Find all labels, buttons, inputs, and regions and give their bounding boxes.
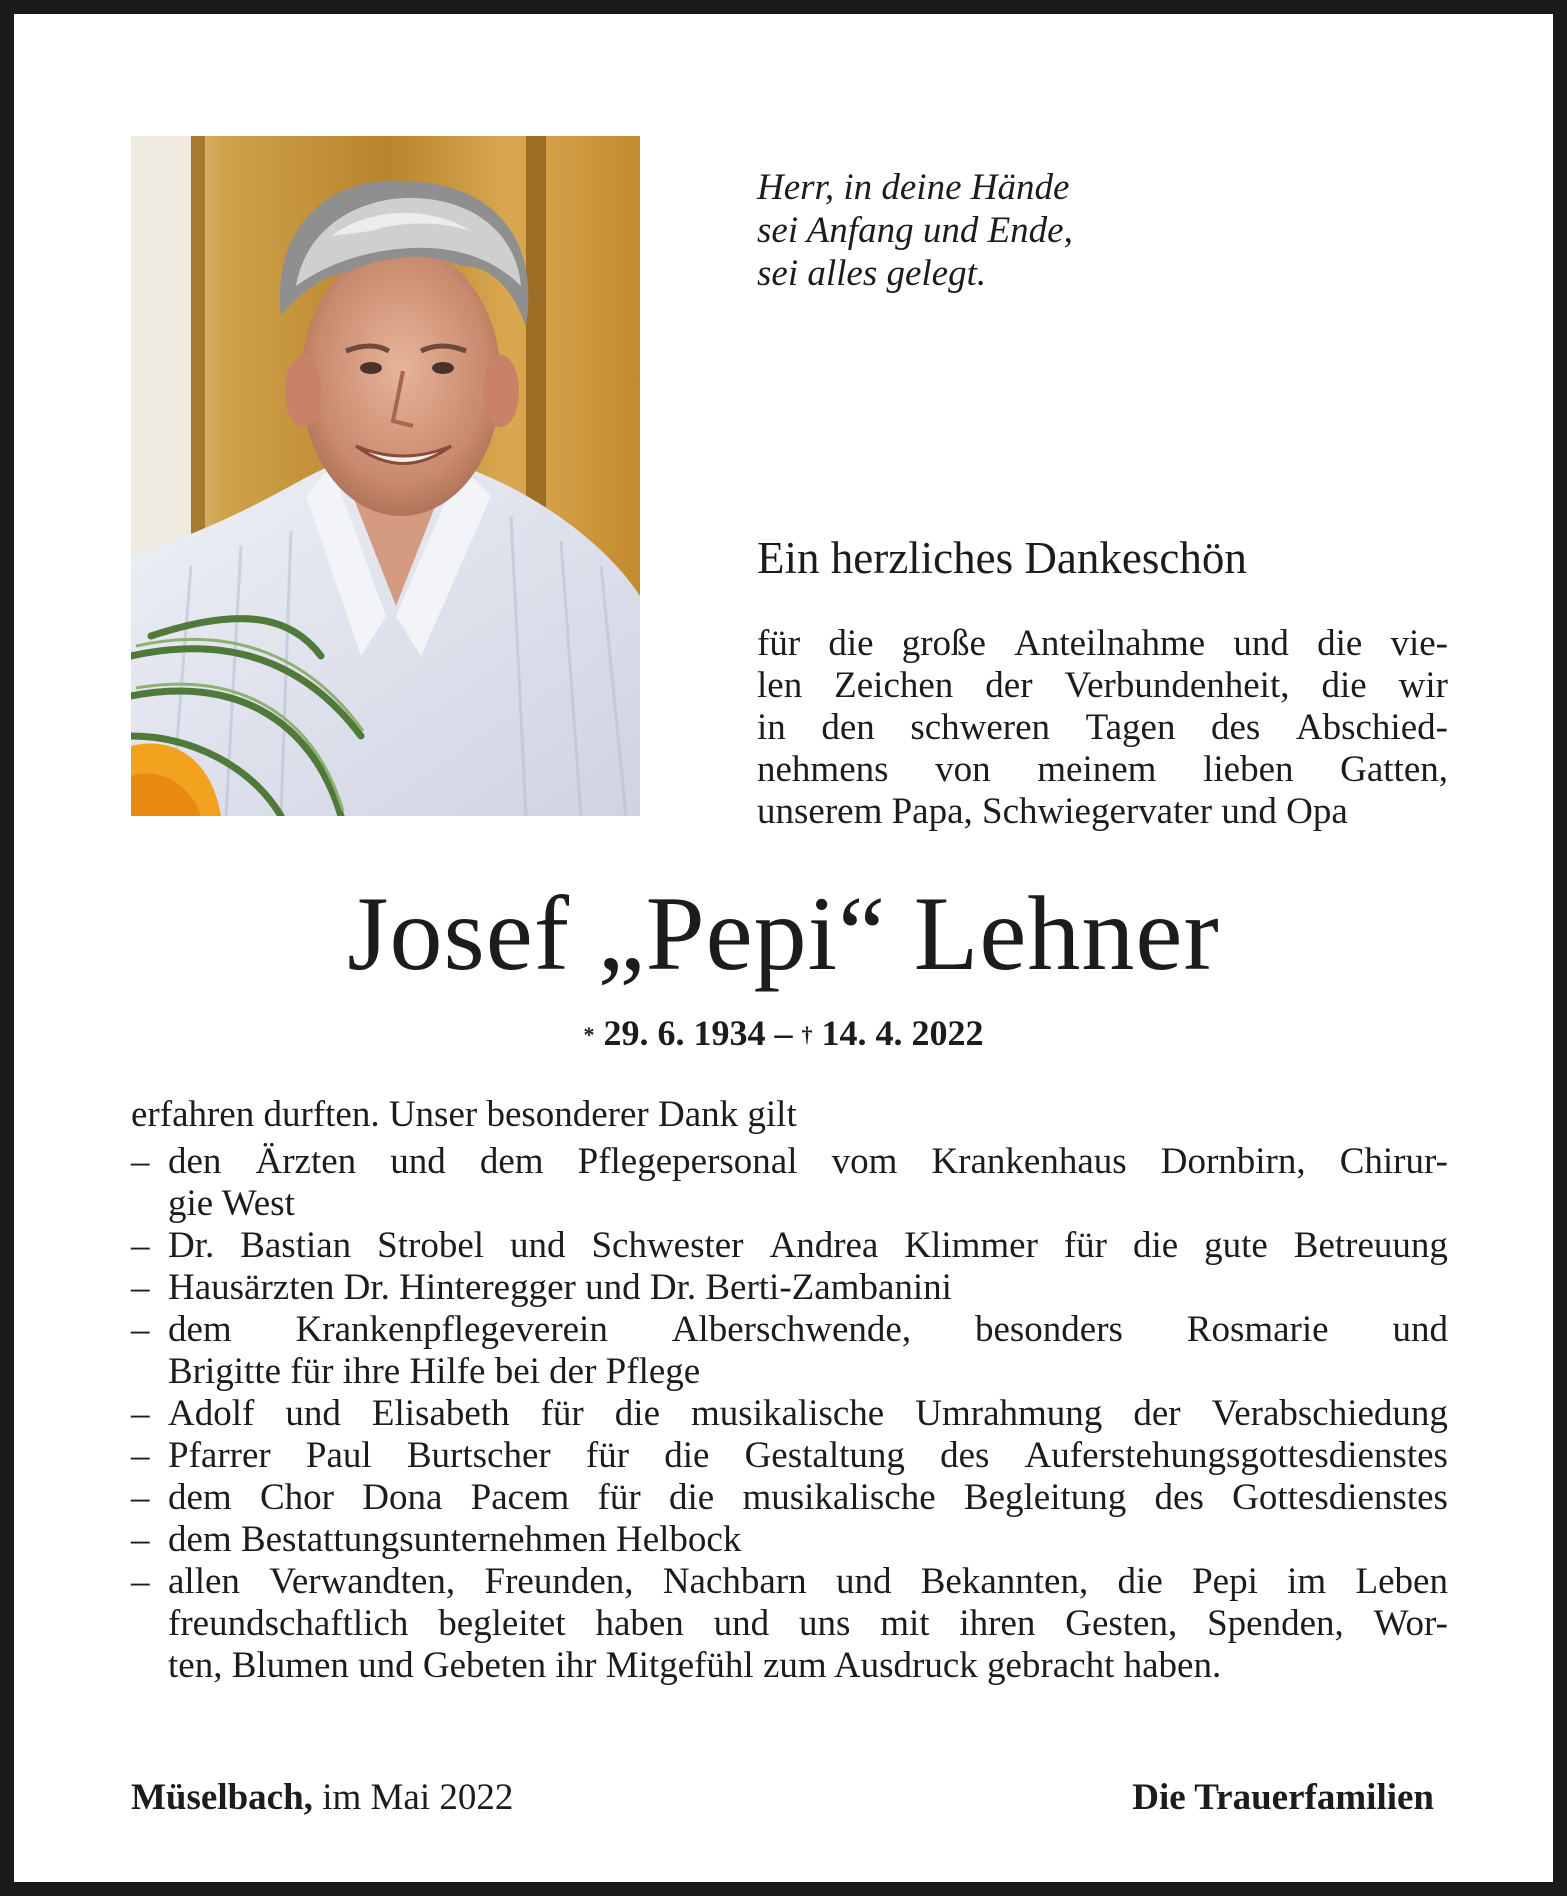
verse-line: Herr, in deine Hände xyxy=(757,167,1070,208)
list-dash: – xyxy=(131,1141,150,1182)
list-word: dem xyxy=(168,1309,232,1350)
list-word: Chirur- xyxy=(1339,1141,1448,1182)
list-dash: – xyxy=(131,1309,150,1350)
list-item xyxy=(131,1435,1448,1477)
list-item xyxy=(131,1309,1448,1393)
list-item xyxy=(131,1393,1448,1435)
list-word: Gottesdienstes xyxy=(1232,1477,1448,1518)
list-word: Andrea xyxy=(769,1225,879,1266)
list-word: besonders xyxy=(974,1309,1123,1350)
intro-word: große xyxy=(901,623,986,664)
list-item-line xyxy=(168,1603,1448,1645)
intro-word: lieben xyxy=(1203,749,1294,790)
list-item-line xyxy=(168,1225,1448,1267)
list-word: für xyxy=(1063,1225,1108,1266)
list-word: begleitet xyxy=(438,1603,566,1644)
intro-word: die xyxy=(828,623,874,664)
list-word: Krankenhaus xyxy=(931,1141,1127,1182)
list-word: Burtscher xyxy=(406,1435,551,1476)
intro-line xyxy=(757,791,1448,833)
list-word: Paul xyxy=(305,1435,372,1476)
list-item xyxy=(131,1561,1448,1687)
intro-word: Verbundenheit, xyxy=(1064,665,1290,706)
intro-word: der xyxy=(985,665,1033,706)
list-item-line xyxy=(168,1561,1448,1603)
date: im Mai 2022 xyxy=(322,1777,514,1818)
list-dash: – xyxy=(131,1561,150,1602)
list-word: dem xyxy=(479,1141,544,1182)
list-item-line: dem Bestattungsunternehmen Helbock xyxy=(168,1519,742,1560)
list-word: uns xyxy=(798,1603,851,1644)
intro-word: meinem xyxy=(1037,749,1157,790)
list-word: Dona xyxy=(362,1477,443,1518)
list-item-line xyxy=(168,1435,1448,1477)
intro-word: Abschied- xyxy=(1295,707,1448,748)
intro-line xyxy=(757,749,1448,791)
list-word: die xyxy=(614,1393,660,1434)
list-word: Nachbarn xyxy=(662,1561,807,1602)
thanks-lead: erfahren durften. Unser besonderer Dank gilt xyxy=(131,1094,797,1135)
list-word: Alberschwende, xyxy=(671,1309,912,1350)
list-word: des xyxy=(940,1435,990,1476)
list-item xyxy=(131,1267,1448,1309)
place-and-date xyxy=(131,1776,513,1820)
list-word: des xyxy=(1154,1477,1204,1518)
list-item xyxy=(131,1141,1448,1225)
list-word: Umrahmung xyxy=(915,1393,1103,1434)
list-word: und xyxy=(1392,1309,1448,1350)
list-word: Dr. xyxy=(168,1225,215,1266)
deceased-name: Josef „Pepi“ Lehner xyxy=(347,875,1220,992)
intro-word: schweren xyxy=(910,707,1051,748)
list-word: und xyxy=(390,1141,446,1182)
intro-word: len xyxy=(757,665,803,706)
list-word: für xyxy=(597,1477,641,1518)
list-word: Leben xyxy=(1355,1561,1448,1602)
list-item-line: ten, Blumen und Gebeten ihr Mitgefühl zum Ausdruck gebracht haben. xyxy=(168,1645,1222,1686)
list-item-line xyxy=(168,1393,1448,1435)
thanks-heading: Ein herzliches Dankeschön xyxy=(757,533,1247,583)
list-item-line: Brigitte für ihre Hilfe bei der Pflege xyxy=(168,1351,701,1392)
list-word: der xyxy=(1133,1393,1181,1434)
list-word: Wor- xyxy=(1373,1603,1448,1644)
signature: Die Trauerfamilien xyxy=(1132,1777,1434,1818)
list-word: Pacem xyxy=(470,1477,570,1518)
intro-word: für xyxy=(757,623,801,664)
intro-word: den xyxy=(821,707,875,748)
birth-date: 29. 6. 1934 xyxy=(603,1013,766,1053)
intro-word: wir xyxy=(1398,665,1448,706)
list-word: Auferstehungsgottesdienstes xyxy=(1024,1435,1448,1476)
list-word: Verabschiedung xyxy=(1211,1393,1448,1434)
intro-line xyxy=(757,707,1448,749)
thanks-list xyxy=(131,1141,1448,1687)
list-word: Elisabeth xyxy=(371,1393,510,1434)
list-word: Spenden, xyxy=(1207,1603,1344,1644)
list-dash: – xyxy=(131,1477,150,1518)
thanks-intro xyxy=(757,623,1448,833)
life-dates xyxy=(14,1011,1553,1055)
date-separator: – xyxy=(774,1013,793,1053)
list-word: musikalische xyxy=(742,1477,936,1518)
intro-word: die xyxy=(1317,623,1363,664)
list-word: für xyxy=(585,1435,630,1476)
list-word: mit xyxy=(880,1603,930,1644)
list-word: ihren xyxy=(959,1603,1036,1644)
list-word: Chor xyxy=(259,1477,334,1518)
intro-line xyxy=(757,623,1448,665)
list-word: Adolf xyxy=(168,1393,255,1434)
list-word: Ärzten xyxy=(255,1141,357,1182)
list-word: musikalische xyxy=(691,1393,885,1434)
list-word: und xyxy=(713,1603,770,1644)
list-word: freundschaftlich xyxy=(168,1603,409,1644)
list-item xyxy=(131,1477,1448,1519)
list-word: Klimmer xyxy=(904,1225,1038,1266)
list-word: den xyxy=(168,1141,222,1182)
intro-word: Anteilnahme xyxy=(1014,623,1206,664)
intro-word: vie- xyxy=(1390,623,1448,664)
verse-line: sei alles gelegt. xyxy=(757,253,987,294)
list-item xyxy=(131,1519,1448,1561)
list-item-line xyxy=(168,1141,1448,1183)
list-word: Schwester xyxy=(591,1225,744,1266)
list-word: für xyxy=(540,1393,584,1434)
list-dash: – xyxy=(131,1267,150,1308)
bible-verse xyxy=(757,166,1073,295)
list-word: und xyxy=(835,1561,892,1602)
list-word: Freunden, xyxy=(484,1561,634,1602)
list-item xyxy=(131,1225,1448,1267)
list-word: Gesten, xyxy=(1065,1603,1178,1644)
intro-word: unserem Papa, Schwiegervater und Opa xyxy=(757,791,1348,832)
portrait-illustration xyxy=(131,136,640,816)
intro-word: Zeichen xyxy=(834,665,954,706)
list-word: im xyxy=(1287,1561,1327,1602)
list-word: Pfarrer xyxy=(168,1435,271,1476)
list-word: Krankenpflegeverein xyxy=(295,1309,608,1350)
death-date: 14. 4. 2022 xyxy=(821,1013,984,1053)
list-dash: – xyxy=(131,1225,150,1266)
list-word: Gestaltung xyxy=(744,1435,905,1476)
list-word: Pflegepersonal xyxy=(577,1141,798,1182)
list-word: die xyxy=(668,1477,715,1518)
list-dash: – xyxy=(131,1519,150,1560)
list-item-line: gie West xyxy=(168,1183,295,1224)
list-dash: – xyxy=(131,1393,150,1434)
intro-word: Tagen xyxy=(1085,707,1176,748)
list-word: und xyxy=(285,1393,341,1434)
list-word: Rosmarie xyxy=(1186,1309,1329,1350)
list-word: haben xyxy=(595,1603,684,1644)
list-item-line xyxy=(168,1309,1448,1351)
intro-line xyxy=(757,665,1448,707)
intro-word: in xyxy=(757,707,786,748)
list-word: Pepi xyxy=(1192,1561,1258,1602)
list-word: die xyxy=(1117,1561,1163,1602)
verse-line: sei Anfang und Ende, xyxy=(757,210,1073,251)
list-word: die xyxy=(1132,1225,1179,1266)
list-word: Dornbirn, xyxy=(1160,1141,1306,1182)
list-word: Bekannten, xyxy=(920,1561,1089,1602)
list-word: Begleitung xyxy=(963,1477,1127,1518)
intro-word: Gatten, xyxy=(1340,749,1448,790)
list-word: gute xyxy=(1204,1225,1268,1266)
death-symbol: † xyxy=(801,1022,813,1047)
portrait-photo xyxy=(131,136,640,816)
list-word: und xyxy=(509,1225,566,1266)
birth-symbol: * xyxy=(583,1022,595,1047)
list-item-line xyxy=(168,1477,1448,1519)
list-item-line: Hausärzten Dr. Hinteregger und Dr. Berti-Zambanini xyxy=(168,1267,952,1308)
intro-word: von xyxy=(935,749,991,790)
intro-word: nehmens xyxy=(757,749,889,790)
list-word: vom xyxy=(831,1141,898,1182)
list-word: dem xyxy=(168,1477,232,1518)
list-dash: – xyxy=(131,1435,150,1476)
list-word: Bastian xyxy=(240,1225,352,1266)
list-word: Verwandten, xyxy=(269,1561,456,1602)
intro-word: des xyxy=(1211,707,1261,748)
list-word: Strobel xyxy=(377,1225,485,1266)
list-word: allen xyxy=(168,1561,240,1602)
intro-word: und xyxy=(1233,623,1289,664)
list-word: Betreuung xyxy=(1293,1225,1448,1266)
place: Müselbach, xyxy=(131,1777,313,1818)
list-word: die xyxy=(664,1435,710,1476)
intro-word: die xyxy=(1321,665,1367,706)
